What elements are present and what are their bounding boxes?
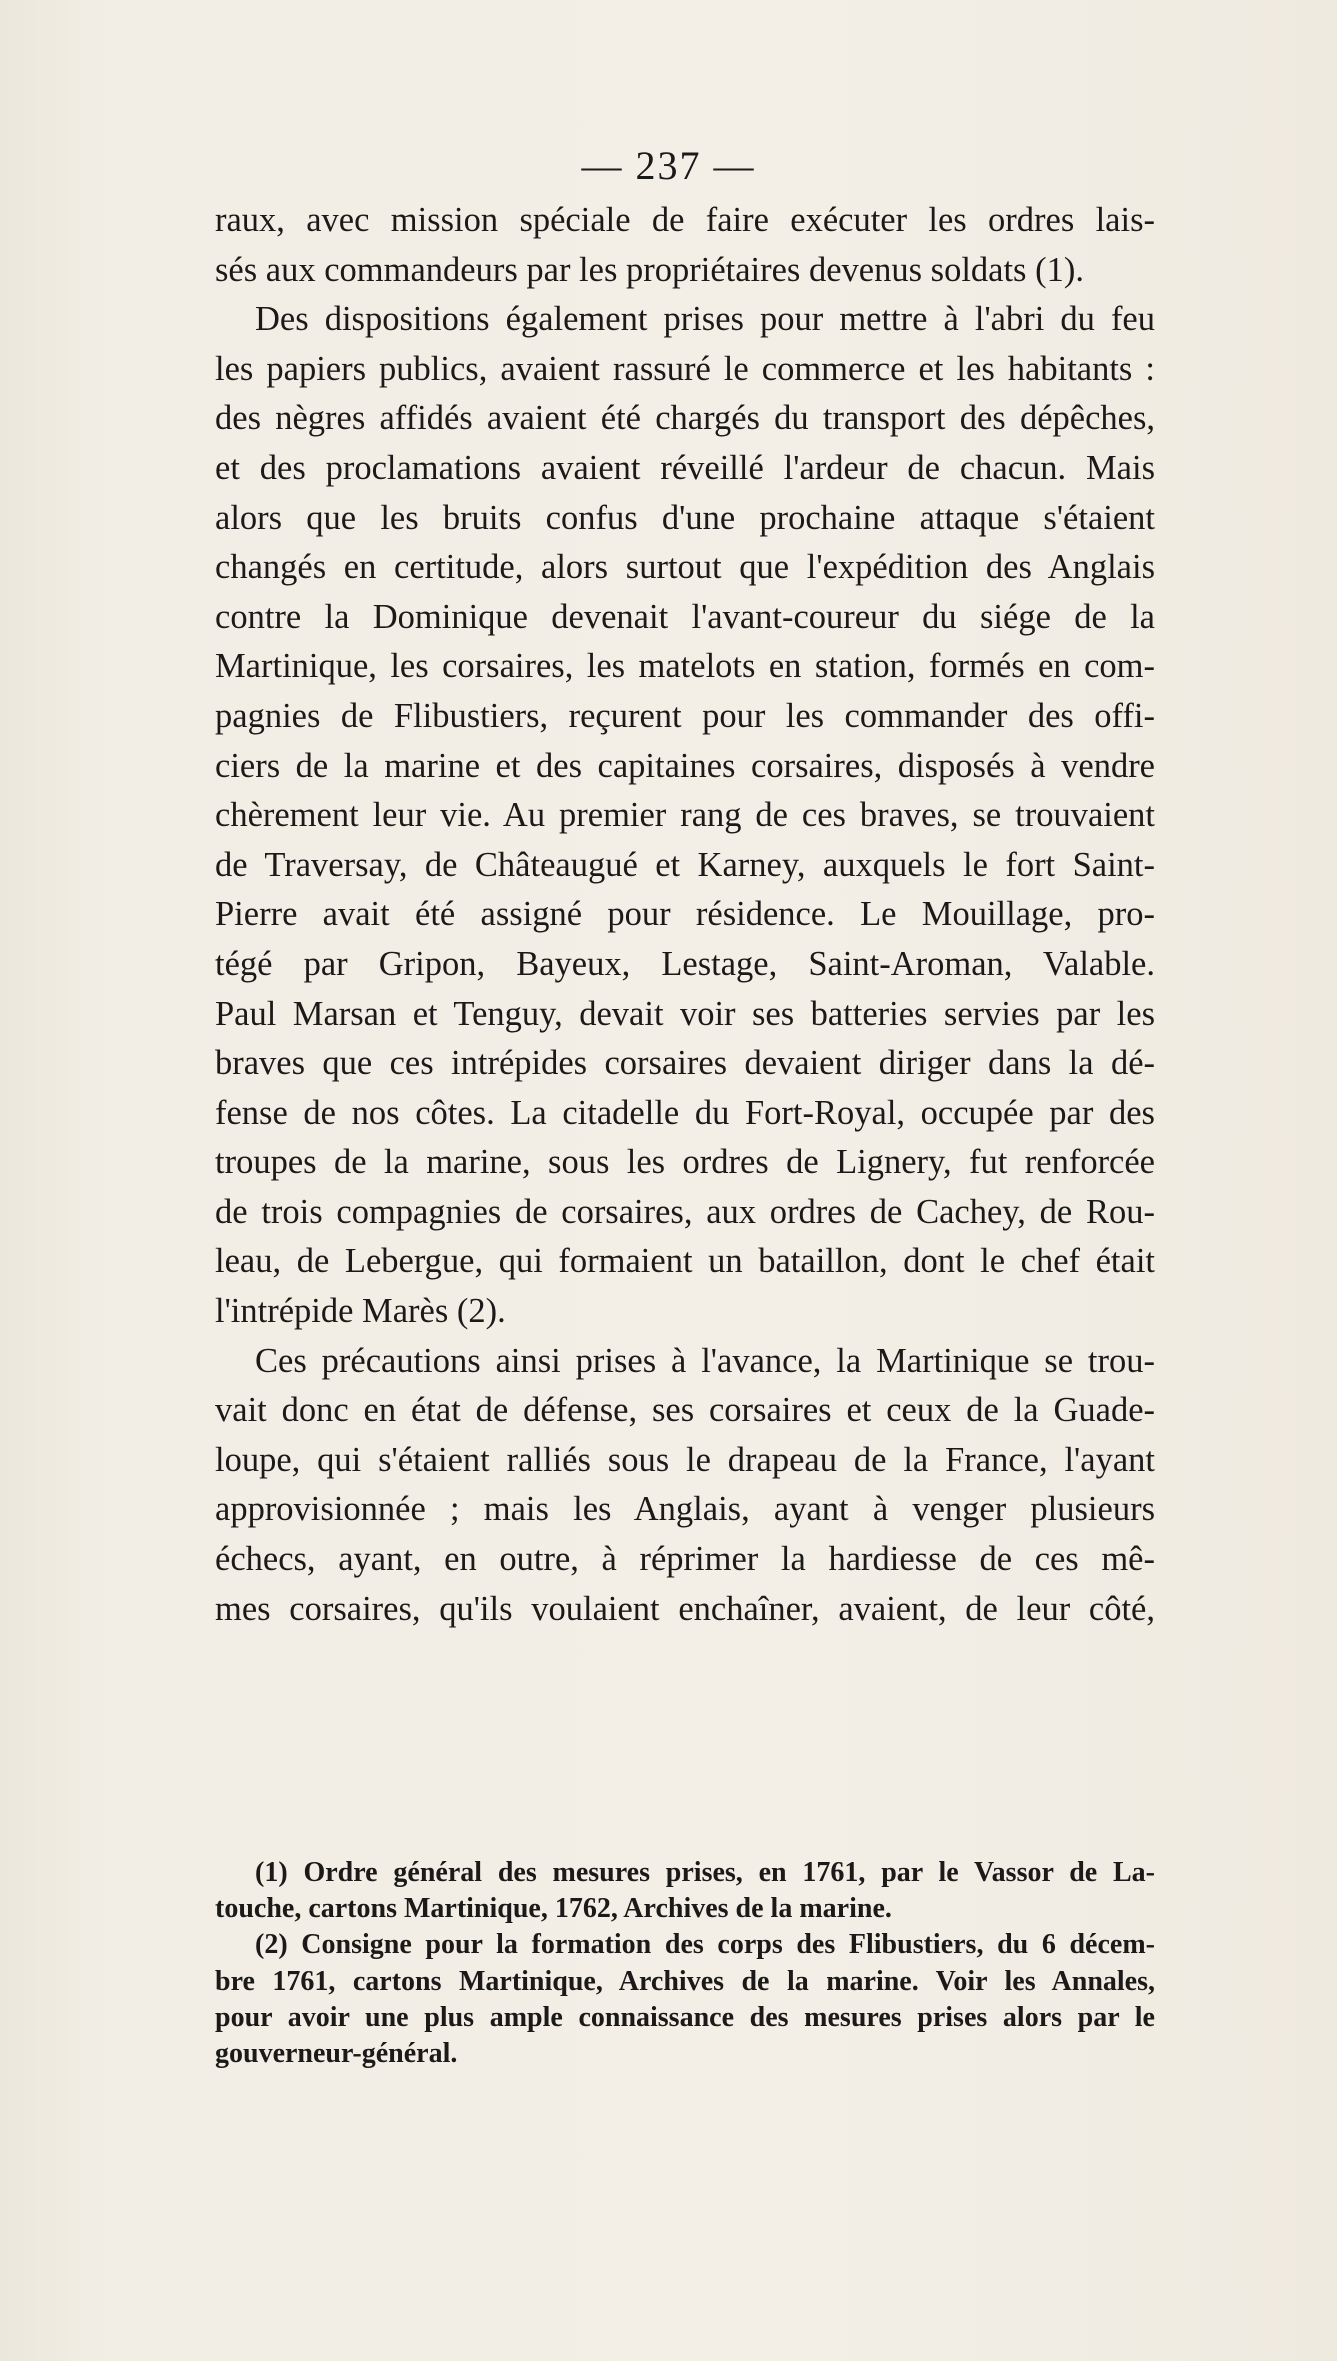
text-line: Martinique, les corsaires, les matelots en station, formés en com- <box>215 647 1155 686</box>
text-line: fense de nos côtes. La citadelle du Fort-Royal, occupée par des <box>215 1093 1155 1132</box>
text-line: vait donc en état de défense, ses corsaires et ceux de la Guade- <box>215 1391 1155 1430</box>
text-line: de Traversay, de Châteaugué et Karney, auxquels le fort Saint- <box>215 845 1155 884</box>
text-line: ciers de la marine et des capitaines corsaires, disposés à vendre <box>215 746 1155 785</box>
text-line: et des proclamations avaient réveillé l'ardeur de chacun. Mais <box>215 448 1155 487</box>
text-line: Des dispositions également prises pour mettre à l'abri du feu <box>255 300 1155 339</box>
footnote-line: (2) Consigne pour la formation des corps des Flibustiers, du 6 décem- <box>255 1929 1155 1961</box>
text-line: changés en certitude, alors surtout que l'expédition des Anglais <box>215 548 1155 587</box>
text-line: l'intrépide Marès (2). <box>215 1292 506 1331</box>
text-line: sés aux commandeurs par les propriétaires devenus soldats (1). <box>215 250 1084 289</box>
text-line: les papiers publics, avaient rassuré le commerce et les habitants : <box>215 349 1155 388</box>
footnote-line: gouverneur-général. <box>215 2037 458 2069</box>
text-line: leau, de Lebergue, qui formaient un bataillon, dont le chef était <box>215 1242 1155 1281</box>
text-line: chèrement leur vie. Au premier rang de ces braves, se trouvaient <box>215 796 1155 835</box>
footnote-line: bre 1761, cartons Martinique, Archives de la marine. Voir les Annales, <box>215 1965 1155 1997</box>
footnote-line: pour avoir une plus ample connaissance des mesures prises alors par le <box>215 2001 1155 2033</box>
body-text <box>215 196 1155 1634</box>
footnote-line: touche, cartons Martinique, 1762, Archives de la marine. <box>215 1893 892 1925</box>
text-line: des nègres affidés avaient été chargés du transport des dépêches, <box>215 399 1155 438</box>
text-line: contre la Dominique devenait l'avant-coureur du siége de la <box>215 597 1155 636</box>
footnote-line: (1) Ordre général des mesures prises, en 1761, par le Vassor de La- <box>255 1857 1155 1888</box>
text-line: échecs, ayant, en outre, à réprimer la hardiesse de ces mê- <box>215 1540 1155 1579</box>
text-line: raux, avec mission spéciale de faire exécuter les ordres lais- <box>215 201 1155 239</box>
text-line: Pierre avait été assigné pour résidence. Le Mouillage, pro- <box>215 895 1155 934</box>
text-line: Ces précautions ainsi prises à l'avance, la Martinique se trou- <box>255 1341 1155 1380</box>
text-line: tégé par Gripon, Bayeux, Lestage, Saint-Aroman, Valable. <box>215 944 1155 983</box>
text-line: troupes de la marine, sous les ordres de Lignery, fut renforcée <box>215 1143 1155 1182</box>
text-line: loupe, qui s'étaient ralliés sous le drapeau de la France, l'ayant <box>215 1440 1155 1479</box>
text-line: Paul Marsan et Tenguy, devait voir ses batteries servies par les <box>215 994 1155 1033</box>
text-line: de trois compagnies de corsaires, aux ordres de Cachey, de Rou- <box>215 1192 1155 1231</box>
text-line: approvisionnée ; mais les Anglais, ayant à venger plusieurs <box>215 1490 1155 1529</box>
footnotes <box>215 1855 1155 2072</box>
text-line: pagnies de Flibustiers, reçurent pour les commander des offi- <box>215 696 1155 735</box>
text-line: braves que ces intrépides corsaires devaient diriger dans la dé- <box>215 1044 1155 1083</box>
page-number: — 237 — <box>581 143 756 188</box>
text-line: mes corsaires, qu'ils voulaient enchaîner, avaient, de leur côté, <box>215 1589 1155 1628</box>
text-line: alors que les bruits confus d'une prochaine attaque s'étaient <box>215 498 1155 537</box>
